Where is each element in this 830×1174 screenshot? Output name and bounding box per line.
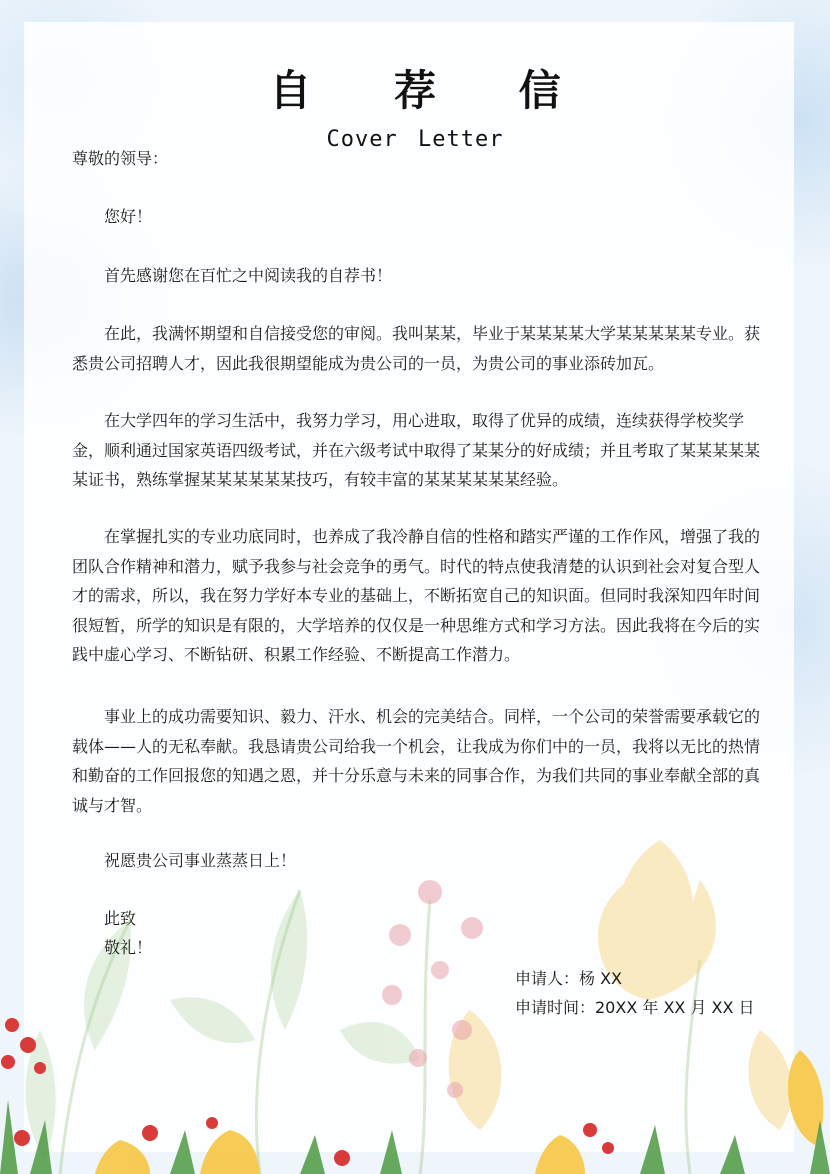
paragraph-text: 事业上的成功需要知识、毅力、汗水、机会的完美结合。同样，一个公司的荣誉需要承载它的载体——人的无私奉献。我恳请贵公司给我一个机会，让我成为你们中的一员，我将以无比的热情和勤奋的工作回报您的知遇之恩，并十分乐意与未来的同事合作，为我们共同的事业奉献全部的真诚与才智。 (72, 707, 761, 815)
paragraph-text: 在此，我满怀期望和自信接受您的审阅。我叫某某，毕业于某某某某大学某某某某某专业。获悉贵公司招聘人才，因此我很期望能成为贵公司的一员，为贵公司的事业添砖加瓦。 (72, 324, 761, 373)
paragraph-text: 在大学四年的学习生活中，我努力学习，用心进取，取得了优异的成绩，连续获得学校奖学金，顺利通过国家英语四级考试，并在六级考试中取得了某某分的好成绩；并且考取了某某某某某某证书，熟练掌握某某某某某某技巧，有较丰富的某某某某某某经验。 (72, 411, 761, 489)
paragraph-text: 在掌握扎实的专业功底同时，也养成了我冷静自信的性格和踏实严谨的工作作风，增强了我的团队合作精神和潜力，赋予我参与社会竞争的勇气。时代的特点使我清楚的认识到社会对复合型人才的需求，所以，我在努力学好本专业的基础上，不断拓宽自己的知识面。但同时我深知四年时间很短暂，所学的知识是有限的，大学培养的仅仅是一种思维方式和学习方法。因此我将在今后的实践中虚心学习、不断钻研、积累工作经验、不断提高工作潜力。 (72, 527, 761, 664)
applicant-name: 申请人：杨 XX (515, 969, 623, 988)
paragraph-text: 首先感谢您在百忙之中阅读我的自荐书！ (104, 266, 393, 285)
closing-line-1: 此致 (104, 909, 137, 928)
body-paragraph-2 (72, 319, 762, 378)
page-subtitle: Cover Letter (326, 127, 504, 152)
application-date: 申请时间：20XX 年 XX 月 XX 日 (515, 998, 755, 1017)
body-paragraph-1 (72, 261, 762, 291)
greeting: 您好！ (104, 207, 153, 226)
salutation: 尊敬的领导： (72, 149, 169, 168)
page-title: 自 荐 信 (269, 66, 595, 115)
body-paragraph-5 (72, 702, 762, 820)
body-paragraph-3 (72, 406, 762, 495)
paragraph-text: 祝愿贵公司事业蒸蒸日上！ (104, 851, 297, 870)
closing-line-2: 敬礼！ (104, 938, 153, 957)
body-paragraph-4 (72, 522, 762, 670)
body-paragraph-6 (72, 846, 762, 876)
